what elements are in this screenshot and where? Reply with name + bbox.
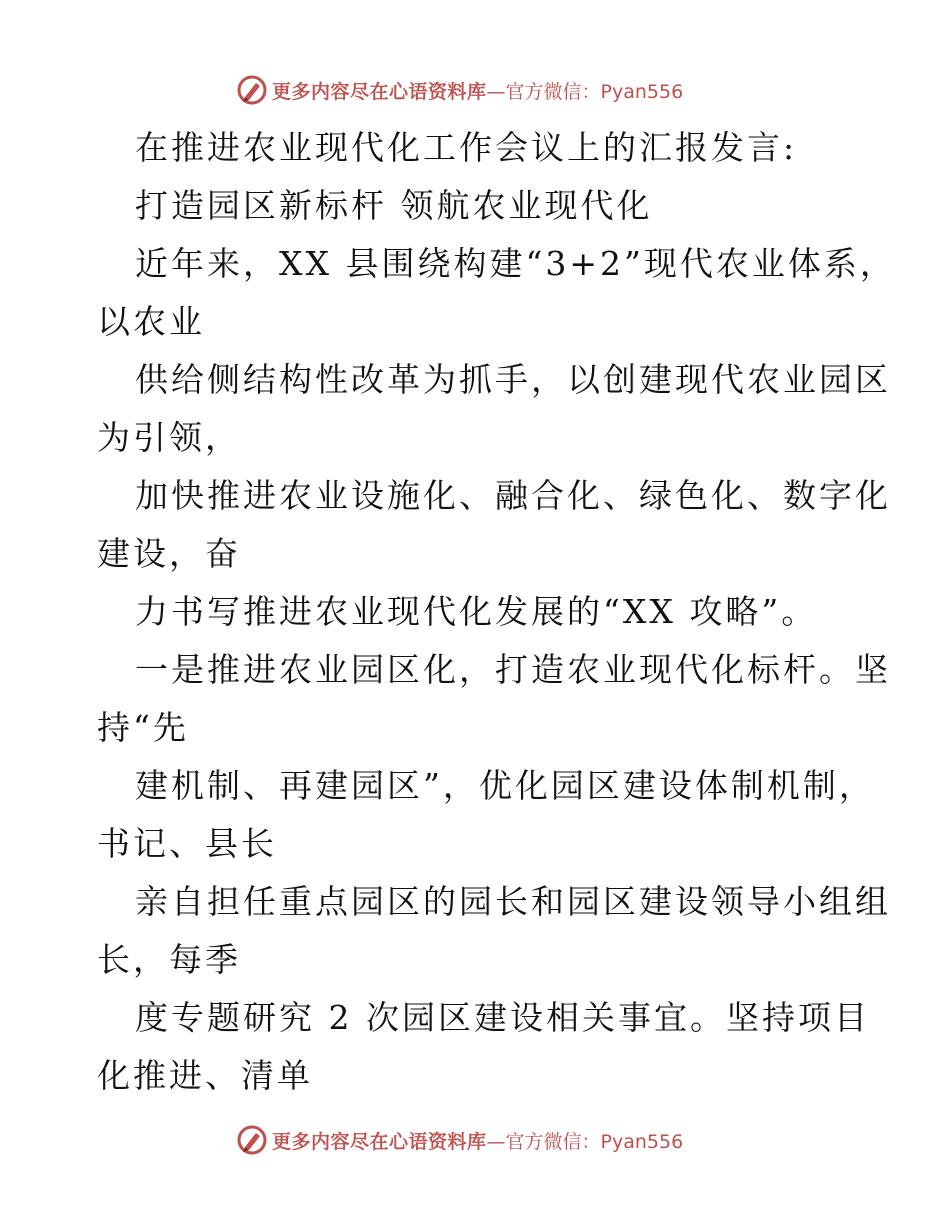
paragraph-line: 近年来，XX 县围绕构建“3+2”现代农业体系， — [135, 244, 896, 283]
paragraph-line: 长，每季 — [97, 940, 241, 979]
footer-banner — [236, 1122, 683, 1158]
footer-wechat-text: —官方微信：Pyan556 — [486, 1130, 684, 1153]
document-subtitle: 打造园区新标杆 领航农业现代化 — [135, 186, 653, 225]
header-banner — [236, 72, 683, 108]
paragraph-line: 度专题研究 2 次园区建设相关事宜。坚持项目 — [135, 998, 870, 1037]
paragraph-line: 亲自担任重点园区的园长和园区建设领导小组组 — [135, 882, 891, 921]
document-title: 在推进农业现代化工作会议上的汇报发言: — [135, 128, 798, 167]
pen-logo-icon — [236, 1124, 268, 1156]
header-brand-text: 更多内容尽在心语资料库 — [272, 80, 487, 103]
paragraph-line: 以农业 — [97, 302, 205, 341]
footer-brand-text: 更多内容尽在心语资料库 — [272, 1130, 487, 1153]
pen-logo-icon — [236, 74, 268, 106]
paragraph-line: 为引领， — [97, 418, 241, 457]
paragraph-line: 建设，奋 — [97, 534, 241, 573]
header-wechat-text: —官方微信：Pyan556 — [486, 80, 684, 103]
paragraph-line: 一是推进农业园区化，打造农业现代化标杆。坚 — [135, 650, 891, 689]
paragraph-line: 书记、县长 — [97, 824, 277, 863]
paragraph-line: 供给侧结构性改革为抓手，以创建现代农业园区 — [135, 360, 891, 399]
paragraph-line: 加快推进农业设施化、融合化、绿色化、数字化 — [135, 476, 891, 515]
paragraph-line: 持“先 — [97, 708, 189, 747]
paragraph-line: 建机制、再建园区”，优化园区建设体制机制， — [135, 766, 875, 805]
paragraph-line: 力书写推进农业现代化发展的“XX 攻略”。 — [135, 592, 818, 631]
paragraph-line: 化推进、清单 — [97, 1056, 313, 1095]
